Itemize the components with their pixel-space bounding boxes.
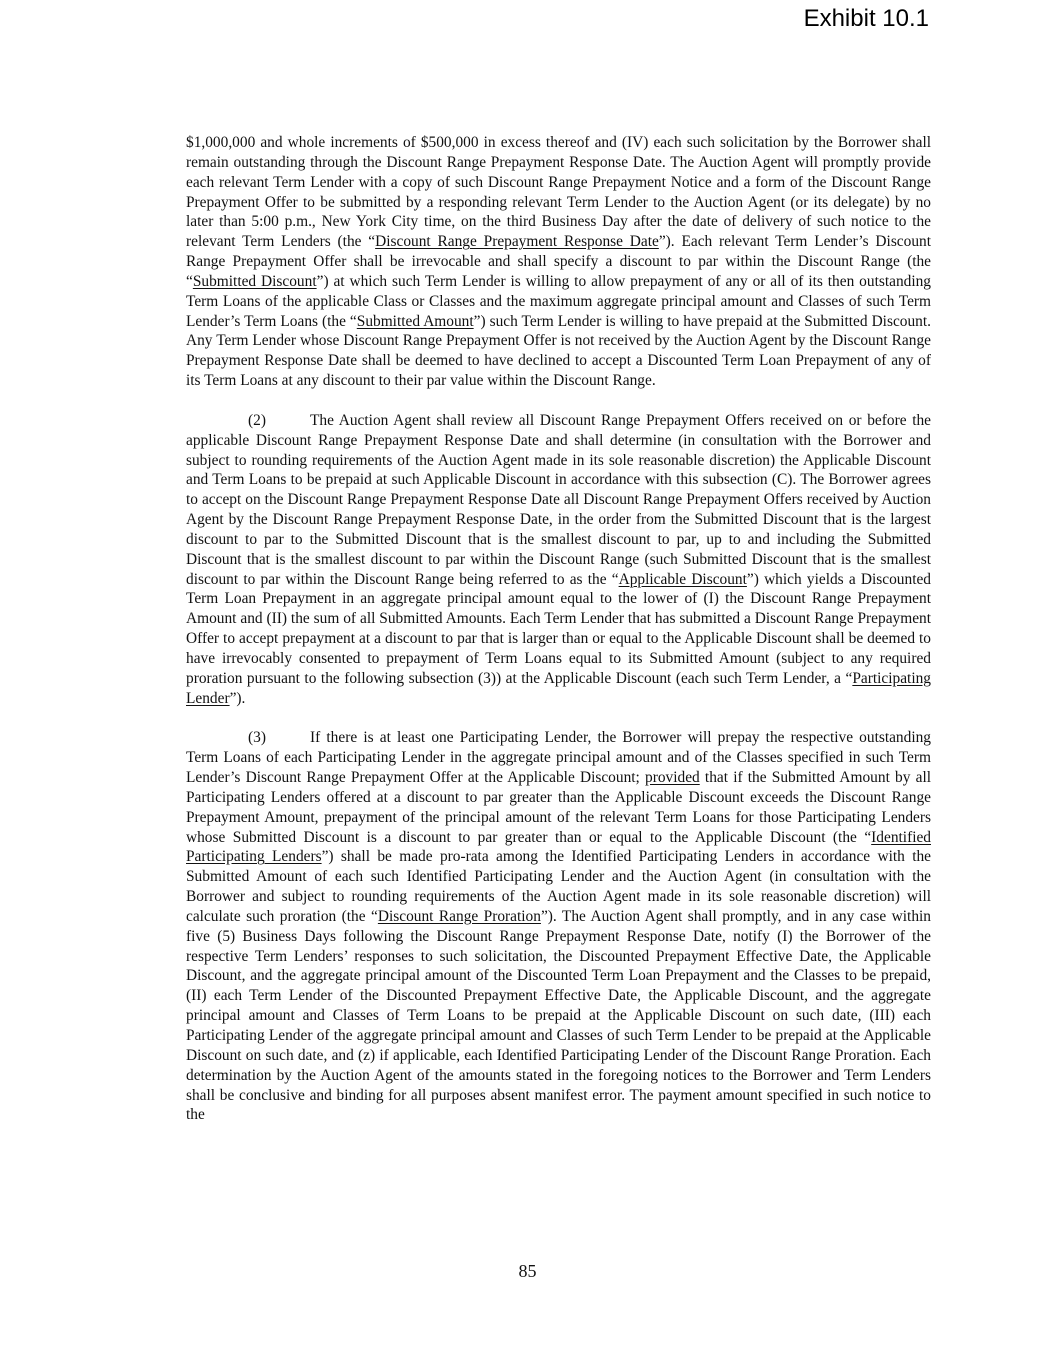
text-run: ”) such Term Lender is willing to have prepaid at the Submitted Discount. Any Term Lender whose Discount Range Prepayment Offer is not received by the Auction Agent by the Discount Range Prepayment Response Date shall be deemed to have declined to accept a Discounted Term Loan Prepayment of any of its Term Loans at any discount to their par value within the Discount Range.	[186, 312, 931, 390]
exhibit-label: Exhibit 10.1	[803, 5, 929, 32]
text-run: ”). The Auction Agent shall promptly, and in any case within five (5) Business Days following the Discount Range Prepayment Response Date, notify (I) the Borrower of the respective Term Lenders’ responses to such solicitation, the Discounted Prepayment Effective Date, the Applicable Discount, and the aggregate principal amount of the Discounted Term Loan Prepayment and the Classes to be prepaid, (II) each Term Lender of the Discounted Prepayment Effective Date, the Applicable Discount, and the aggregate principal amount and Classes of Term Loans to be prepaid at the Applicable Discount on such date, (III) each Participating Lender of the aggregate principal amount and Classes of such Term Lender to be prepaid at the Applicable Discount on such date, and (z) if applicable, each Identified Participating Lender of the Discount Range Proration. Each determination by the Auction Agent of the amounts stated in the foregoing notices to the Borrower and Term Lenders shall be conclusive and binding for all purposes absent manifest error. The payment amount specified in such notice to the	[186, 907, 931, 1124]
text-run: ”) shall be made pro-rata among the Identified Participating Lenders in accordance with the Submitted Amount of each such Identified Participating Lender and the Auction Agent (in consultation with the Borrower and subject to rounding requirements of the Auction Agent made in its sole reasonable discretion) will calculate such proration (the “	[186, 848, 932, 925]
paragraph-3	[186, 728, 931, 1125]
defined-term: Submitted Discount	[192, 272, 317, 290]
defined-term: provided	[645, 769, 700, 786]
defined-term: Discount Range Prepayment Response Date	[375, 233, 659, 251]
document-body	[186, 133, 931, 1145]
text-run: that if the Submitted Amount by all Participating Lenders offered at a discount to par greater than the Applicable Discount exceeds the Discount Range Prepayment Amount, prepayment of the principal amount of the relevant Term Loans for those Participating Lenders whose Submitted Discount is a discount to par greater than or equal to the Applicable Discount (the “	[186, 769, 931, 846]
text-run: If there is at least one Participating Lender, the Borrower will prepay the respective outstanding Term Loans of each Participating Lender in the aggregate principal amount and of the Classes specified in such Term Lender’s Discount Range Prepayment Offer at the Applicable Discount;	[186, 729, 931, 786]
defined-term: Participating Lender	[186, 669, 931, 707]
text-run: $1,000,000 and whole increments of $500,000 in excess thereof and (IV) each such solicitation by the Borrower shall remain outstanding through the Discount Range Prepayment Response Date. The Auction Agent will promptly provide each relevant Term Lender with a copy of such Discount Range Prepayment Notice and a form of the Discount Range Prepayment Offer to be submitted by a responding relevant Term Lender to the Auction Agent (or its delegate) by no later than 5:00 p.m., New York City time, on the third Business Day after the date of delivery of such notice to the relevant Term Lenders (the “	[186, 134, 931, 251]
text-run: The Auction Agent shall review all Discount Range Prepayment Offers received on or before the applicable Discount Range Prepayment Response Date and shall determine (in consultation with the Borrower and subject to rounding requirements of the Auction Agent made in its sole reasonable discretion) the Applicable Discount and Term Loans to be prepaid at such Applicable Discount in accordance with this subsection (C). The Borrower agrees to accept on the Discount Range Prepayment Response Date all Discount Range Prepayment Offers received by Auction Agent by the Discount Range Prepayment Response Date, in the order from the Submitted Discount that is the largest discount to par to the Submitted Discount that is the smallest discount to par, up to and including the Submitted Discount that is the smallest discount to par within the Discount Range (such Submitted Discount that is the smallest discount to par within the Discount Range being referred to as the “	[186, 411, 931, 588]
defined-term: Submitted Amount	[356, 312, 474, 330]
defined-term: Identified Participating Lenders	[186, 828, 931, 866]
defined-term: Discount Range Proration	[377, 907, 541, 925]
text-run: ”) which yields a Discounted Term Loan Prepayment in an aggregate principal amount equal to the lower of (I) the Discount Range Prepayment Amount and (II) the sum of all Submitted Amounts. Each Term Lender that has submitted a Discount Range Prepayment Offer to accept prepayment at a discount to par that is larger than or equal to the Applicable Discount shall be deemed to have irrevocably consented to prepayment of Term Loans equal to its Submitted Amount (subject to any required proration pursuant to the following subsection (3)) at the Applicable Discount (each such Term Lender, a “	[186, 570, 931, 687]
defined-term: Applicable Discount	[618, 570, 747, 588]
paragraph-2	[186, 411, 931, 709]
text-run: ”). Each relevant Term Lender’s Discount Range Prepayment Offer shall be irrevocable and shall specify a discount to par within the Discount Range (the “	[186, 233, 932, 290]
text-run: ”).	[229, 689, 246, 707]
page-number: 85	[518, 1261, 537, 1281]
text-run: ”) at which such Term Lender is willing to allow prepayment of any or all of its then outstanding Term Loans of the applicable Class or Classes and the maximum aggregate principal amount and Classes of such Term Lender’s Term Loans (the “	[186, 272, 932, 330]
paragraph-number: (2)	[248, 411, 266, 429]
paragraph-1	[186, 133, 931, 391]
paragraph-number: (3)	[248, 729, 266, 747]
